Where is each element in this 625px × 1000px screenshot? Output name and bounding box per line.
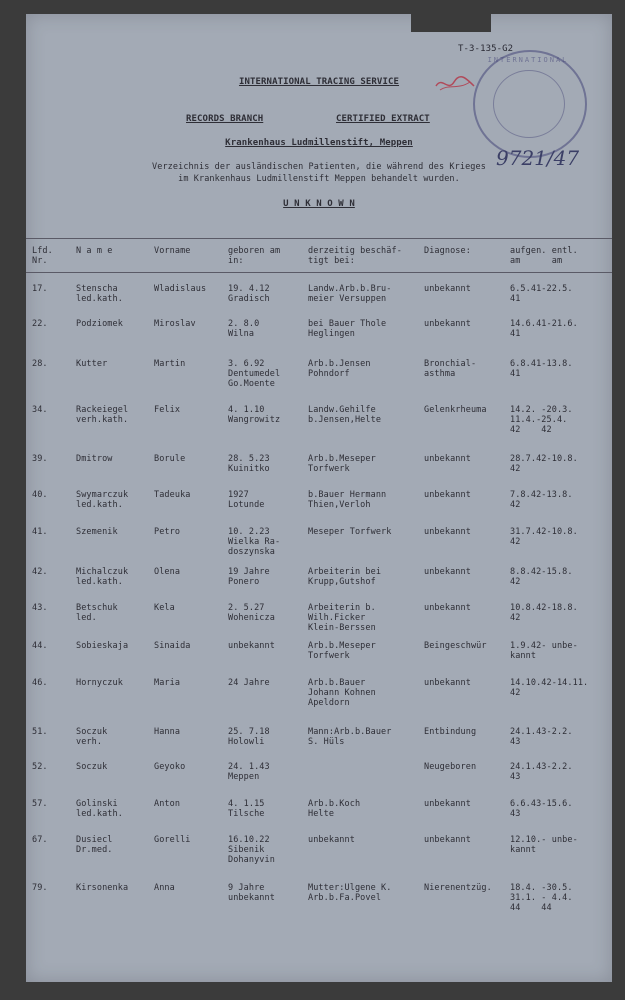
row-geboren: 4. 1.10 Wangrowitz bbox=[228, 405, 281, 425]
document-page bbox=[26, 14, 612, 982]
unknown-heading: U N K N O W N bbox=[283, 199, 355, 209]
row-employer: Mann:Arb.b.Bauer S. Hüls bbox=[308, 727, 392, 747]
row-diagnose: Bronchial- asthma bbox=[424, 359, 477, 379]
row-number: 28. bbox=[32, 359, 48, 369]
row-dates: 6.5.41-22.5. 41 bbox=[510, 284, 573, 304]
row-diagnose: unbekannt bbox=[424, 454, 471, 464]
row-number: 34. bbox=[32, 405, 48, 415]
row-geboren: 25. 7.18 Holowli bbox=[228, 727, 270, 747]
row-diagnose: Neugeboren bbox=[424, 762, 477, 772]
certified-extract: CERTIFIED EXTRACT bbox=[336, 114, 430, 124]
row-diagnose: Nierenentzüg. bbox=[424, 883, 492, 893]
row-vorname: Felix bbox=[154, 405, 181, 415]
row-employer: unbekannt bbox=[308, 835, 355, 845]
row-number: 79. bbox=[32, 883, 48, 893]
row-dates: 12.10.- unbe- kannt bbox=[510, 835, 578, 855]
row-name: Szemenik bbox=[76, 527, 118, 537]
row-vorname: Petro bbox=[154, 527, 181, 537]
row-name: Hornyczuk bbox=[76, 678, 123, 688]
row-name: Michalczuk led.kath. bbox=[76, 567, 129, 587]
row-vorname: Wladislaus bbox=[154, 284, 207, 294]
col-vorname: Vorname bbox=[154, 246, 191, 256]
row-geboren: 3. 6.92 Dentumedel Go.Moente bbox=[228, 359, 281, 389]
row-dates: 28.7.42-10.8. 42 bbox=[510, 454, 578, 474]
row-geboren: 24. 1.43 Meppen bbox=[228, 762, 270, 782]
row-geboren: 19 Jahre Ponero bbox=[228, 567, 270, 587]
row-name: Betschuk led. bbox=[76, 603, 118, 623]
row-diagnose: Gelenkrheuma bbox=[424, 405, 487, 415]
row-number: 42. bbox=[32, 567, 48, 577]
row-name: Soczuk verh. bbox=[76, 727, 108, 747]
row-geboren: 19. 4.12 Gradisch bbox=[228, 284, 270, 304]
row-geboren: 16.10.22 Sibenik Dohanyvin bbox=[228, 835, 275, 865]
row-vorname: Miroslav bbox=[154, 319, 196, 329]
records-branch: RECORDS BRANCH bbox=[186, 114, 264, 124]
row-number: 57. bbox=[32, 799, 48, 809]
row-vorname: Martin bbox=[154, 359, 186, 369]
reference-code: T-3-135-G2 bbox=[458, 44, 514, 54]
row-number: 41. bbox=[32, 527, 48, 537]
row-geboren: 2. 5.27 Wohenicza bbox=[228, 603, 275, 623]
row-dates: 6.6.43-15.6. 43 bbox=[510, 799, 573, 819]
row-number: 17. bbox=[32, 284, 48, 294]
description-line-2: im Krankenhaus Ludmillenstift Meppen behandelt wurden. bbox=[178, 174, 460, 184]
row-diagnose: unbekannt bbox=[424, 527, 471, 537]
row-employer: Landw.Arb.b.Bru- meier Versuppen bbox=[308, 284, 392, 304]
row-geboren: 24 Jahre bbox=[228, 678, 270, 688]
row-employer: Mutter:Ulgene K. Arb.b.Fa.Povel bbox=[308, 883, 392, 903]
row-vorname: Olena bbox=[154, 567, 181, 577]
row-name: Sobieskaja bbox=[76, 641, 129, 651]
row-number: 51. bbox=[32, 727, 48, 737]
row-diagnose: unbekannt bbox=[424, 284, 471, 294]
row-dates: 7.8.42-13.8. 42 bbox=[510, 490, 573, 510]
row-vorname: Maria bbox=[154, 678, 181, 688]
row-number: 52. bbox=[32, 762, 48, 772]
row-employer: Arbeiterin b. Wilh.Ficker Klein-Berssen bbox=[308, 603, 376, 633]
row-dates: 8.8.42-15.8. 42 bbox=[510, 567, 573, 587]
row-dates: 18.4. -30.5. 31.1. - 4.4. 44 44 bbox=[510, 883, 573, 913]
row-employer: Landw.Gehilfe b.Jensen,Helte bbox=[308, 405, 382, 425]
row-vorname: Anna bbox=[154, 883, 175, 893]
row-number: 67. bbox=[32, 835, 48, 845]
row-vorname: Sinaida bbox=[154, 641, 191, 651]
row-diagnose: unbekannt bbox=[424, 603, 471, 613]
col-geboren: geboren am in: bbox=[228, 246, 281, 266]
row-vorname: Hanna bbox=[154, 727, 181, 737]
row-employer: Arb.b.Bauer Johann Kohnen Apeldorn bbox=[308, 678, 376, 708]
row-geboren: 10. 2.23 Wielka Ra- doszynska bbox=[228, 527, 281, 557]
description-line-1: Verzeichnis der ausländischen Patienten, die während des Krieges bbox=[152, 162, 486, 172]
row-geboren: 4. 1.15 Tilsche bbox=[228, 799, 265, 819]
row-diagnose: unbekannt bbox=[424, 835, 471, 845]
row-name: Rackeiegel verh.kath. bbox=[76, 405, 129, 425]
col-diagnose: Diagnose: bbox=[424, 246, 471, 256]
row-name: Dmitrow bbox=[76, 454, 113, 464]
row-vorname: Tadeuka bbox=[154, 490, 191, 500]
row-vorname: Gorelli bbox=[154, 835, 191, 845]
row-number: 43. bbox=[32, 603, 48, 613]
row-dates: 24.1.43-2.2. 43 bbox=[510, 727, 573, 747]
row-name: Golinski led.kath. bbox=[76, 799, 123, 819]
row-number: 46. bbox=[32, 678, 48, 688]
row-dates: 1.9.42- unbe- kannt bbox=[510, 641, 578, 661]
row-number: 40. bbox=[32, 490, 48, 500]
row-dates: 14.2. -20.3. 11.4.-25.4. 42 42 bbox=[510, 405, 573, 435]
row-employer: Arb.b.Meseper Torfwerk bbox=[308, 641, 376, 661]
row-number: 22. bbox=[32, 319, 48, 329]
row-dates: 14.6.41-21.6. 41 bbox=[510, 319, 578, 339]
row-name: Podziomek bbox=[76, 319, 123, 329]
row-dates: 14.10.42-14.11. 42 bbox=[510, 678, 589, 698]
row-vorname: Geyoko bbox=[154, 762, 186, 772]
col-beschaeftigt: derzeitig beschäf- tigt bei: bbox=[308, 246, 402, 266]
row-employer: b.Bauer Hermann Thien,Verloh bbox=[308, 490, 387, 510]
circular-stamp: INTERNATIONAL bbox=[473, 50, 587, 158]
row-name: Soczuk bbox=[76, 762, 108, 772]
row-number: 44. bbox=[32, 641, 48, 651]
table-top-rule bbox=[26, 238, 612, 239]
row-employer: Arb.b.Koch Helte bbox=[308, 799, 361, 819]
row-diagnose: unbekannt bbox=[424, 319, 471, 329]
row-dates: 6.8.41-13.8. 41 bbox=[510, 359, 573, 379]
row-diagnose: Entbindung bbox=[424, 727, 477, 737]
row-geboren: 1927 Lotunde bbox=[228, 490, 265, 510]
row-employer: Arb.b.Meseper Torfwerk bbox=[308, 454, 376, 474]
torn-edge bbox=[411, 14, 491, 32]
col-aufgen-entl: aufgen. entl. am am bbox=[510, 246, 578, 266]
org-title: INTERNATIONAL TRACING SERVICE bbox=[238, 77, 400, 87]
table-header-rule bbox=[26, 272, 612, 273]
row-diagnose: unbekannt bbox=[424, 678, 471, 688]
col-name: N a m e bbox=[76, 246, 113, 256]
row-diagnose: unbekannt bbox=[424, 567, 471, 577]
row-employer: Meseper Torfwerk bbox=[308, 527, 392, 537]
row-geboren: unbekannt bbox=[228, 641, 275, 651]
handwritten-number: 9721/47 bbox=[496, 146, 580, 170]
row-dates: 10.8.42-18.8. 42 bbox=[510, 603, 578, 623]
row-name: Kutter bbox=[76, 359, 108, 369]
row-number: 39. bbox=[32, 454, 48, 464]
row-name: Swymarczuk led.kath. bbox=[76, 490, 129, 510]
row-name: Kirsonenka bbox=[76, 883, 129, 893]
row-vorname: Borule bbox=[154, 454, 186, 464]
row-diagnose: unbekannt bbox=[424, 490, 471, 500]
row-dates: 31.7.42-10.8. 42 bbox=[510, 527, 578, 547]
row-geboren: 9 Jahre unbekannt bbox=[228, 883, 275, 903]
row-vorname: Kela bbox=[154, 603, 175, 613]
row-dates: 24.1.43-2.2. 43 bbox=[510, 762, 573, 782]
row-geboren: 28. 5.23 Kuinitko bbox=[228, 454, 270, 474]
row-diagnose: unbekannt bbox=[424, 799, 471, 809]
row-name: Dusiecl Dr.med. bbox=[76, 835, 113, 855]
row-employer: Arb.b.Jensen Pohndorf bbox=[308, 359, 371, 379]
row-employer: Arbeiterin bei Krupp,Gutshof bbox=[308, 567, 382, 587]
row-name: Stenscha led.kath. bbox=[76, 284, 123, 304]
hospital-name: Krankenhaus Ludmillenstift, Meppen bbox=[225, 138, 413, 148]
row-diagnose: Beingeschwür bbox=[424, 641, 487, 651]
col-lfd: Lfd. Nr. bbox=[32, 246, 53, 266]
row-geboren: 2. 8.0 Wilna bbox=[228, 319, 260, 339]
row-vorname: Anton bbox=[154, 799, 181, 809]
row-employer: bei Bauer Thole Heglingen bbox=[308, 319, 387, 339]
